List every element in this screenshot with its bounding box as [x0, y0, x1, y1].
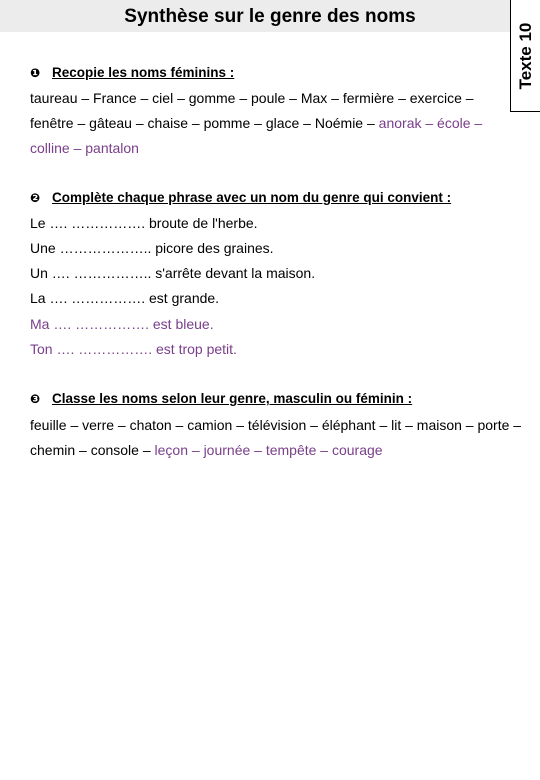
section2-heading-text: Complète chaque phrase avec un nom du genre qui convient :: [52, 190, 452, 205]
page-title: Synthèse sur le genre des noms: [124, 6, 416, 27]
sentence-2: Une ……………….. picore des graines.: [30, 240, 274, 256]
sentence-5: Ma …. ……………. est bleue.: [30, 316, 214, 332]
section1-heading: [30, 65, 234, 80]
section3-heading: [30, 391, 412, 406]
section3-line1: feuille – verre – chaton – camion – télévision – éléphant – lit – maison – porte –: [30, 417, 522, 433]
section3-number: ❸: [30, 392, 41, 406]
section1-line2: [30, 115, 482, 131]
section1-heading-text: Recopie les noms féminins :: [52, 65, 235, 80]
section3-heading-text: Classe les noms selon leur genre, masculin ou féminin :: [52, 391, 413, 406]
section2-heading: [30, 190, 451, 205]
section1-line2-black: fenêtre – gâteau – chaise – pomme – glace – Noémie –: [30, 115, 379, 131]
sentence-4: La …. ……………. est grande.: [30, 290, 220, 306]
section1-number: ❶: [30, 66, 41, 80]
section3-line2: [30, 442, 383, 458]
section1-line3: colline – pantalon: [30, 140, 139, 156]
section1-line2-purple: anorak – école –: [378, 115, 483, 131]
section3-line2-black: chemin – console –: [30, 442, 155, 458]
side-tab-label: Texte 10: [515, 22, 535, 89]
sentence-6: Ton …. ……………. est trop petit.: [30, 341, 237, 357]
sentence-3: Un …. …………….. s'arrête devant la maison.: [30, 265, 316, 281]
side-tab: [510, 0, 540, 112]
section1-line1: taureau – France – ciel – gomme – poule – Max – fermière – exercice –: [30, 90, 474, 106]
section2-number: ❷: [30, 191, 41, 205]
sentence-1: Le …. ……………. broute de l'herbe.: [30, 215, 258, 231]
section3-line2-purple: leçon – journée – tempête – courage: [154, 442, 383, 458]
